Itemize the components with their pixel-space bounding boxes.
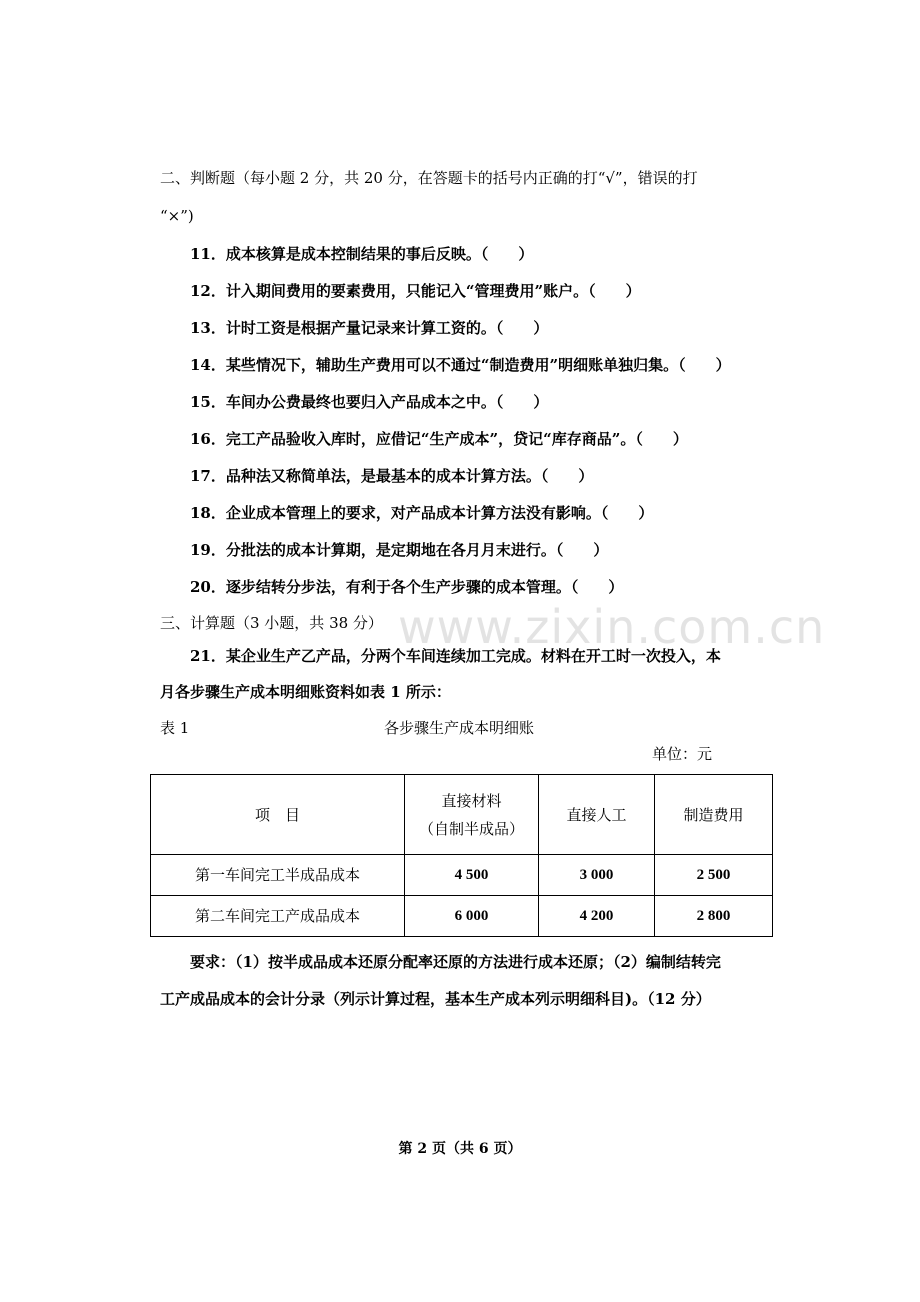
cost-ledger-table	[150, 774, 773, 937]
header-labor: 直接人工	[539, 775, 655, 855]
header-material-line1: 直接材料	[441, 791, 502, 810]
row-overhead: 2 800	[655, 896, 773, 937]
table-label: 表 1	[160, 719, 190, 737]
row-material: 6 000	[405, 896, 539, 937]
question-21-line1: 21．某企业生产乙产品，分两个车间连续加工完成。材料在开工时一次投入，本	[190, 647, 721, 665]
table-unit: 单位：元	[652, 745, 713, 763]
question-14: 14．某些情况下，辅助生产费用可以不通过“制造费用”明细账单独归集。（ ）	[190, 356, 731, 374]
watermark: www.zixin.com.cn	[398, 600, 826, 654]
page-footer: 第 2 页（共 6 页）	[398, 1141, 522, 1157]
question-15: 15．车间办公费最终也要归入产品成本之中。（ ）	[190, 393, 549, 411]
table-row	[151, 855, 773, 896]
row-label: 第二车间完工产成品成本	[151, 896, 405, 937]
header-overhead: 制造费用	[655, 775, 773, 855]
section3-title: 三、计算题（3 小题，共 38 分）	[160, 614, 383, 632]
question-11: 11．成本核算是成本控制结果的事后反映。（ ）	[190, 245, 534, 263]
question-21-line2: 月各步骤生产成本明细账资料如表 1 所示：	[160, 683, 451, 701]
question-18: 18．企业成本管理上的要求，对产品成本计算方法没有影响。（ ）	[190, 504, 654, 522]
requirement-line1: 要求：（1）按半成品成本还原分配率还原的方法进行成本还原；（2）编制结转完	[190, 953, 721, 971]
header-item: 项 目	[151, 775, 405, 855]
question-19: 19．分批法的成本计算期，是定期地在各月月末进行。（ ）	[190, 541, 609, 559]
requirement-line2: 工产成品成本的会计分录（列示计算过程，基本生产成本列示明细科目)。（12 分）	[160, 990, 711, 1008]
question-17: 17．品种法又称简单法，是最基本的成本计算方法。（ ）	[190, 467, 594, 485]
question-16: 16．完工产品验收入库时，应借记“生产成本”，贷记“库存商品”。（ ）	[190, 430, 688, 448]
header-material-line2: （自制半成品）	[418, 819, 524, 838]
question-13: 13．计时工资是根据产量记录来计算工资的。（ ）	[190, 319, 549, 337]
row-labor: 3 000	[539, 855, 655, 896]
row-overhead: 2 500	[655, 855, 773, 896]
question-12: 12．计入期间费用的要素费用，只能记入“管理费用”账户。（ ）	[190, 282, 641, 300]
table-row	[151, 896, 773, 937]
table-header-row	[151, 775, 773, 855]
row-label: 第一车间完工半成品成本	[151, 855, 405, 896]
question-20: 20．逐步结转分步法，有利于各个生产步骤的成本管理。（ ）	[190, 578, 624, 596]
table-title: 各步骤生产成本明细账	[384, 719, 535, 737]
section2-title-line2: “×”)	[160, 207, 194, 225]
row-material: 4 500	[405, 855, 539, 896]
section2-title-line1: 二、判断题（每小题 2 分，共 20 分，在答题卡的括号内正确的打“√”，错误的打	[160, 169, 698, 187]
header-material	[405, 775, 539, 855]
row-labor: 4 200	[539, 896, 655, 937]
